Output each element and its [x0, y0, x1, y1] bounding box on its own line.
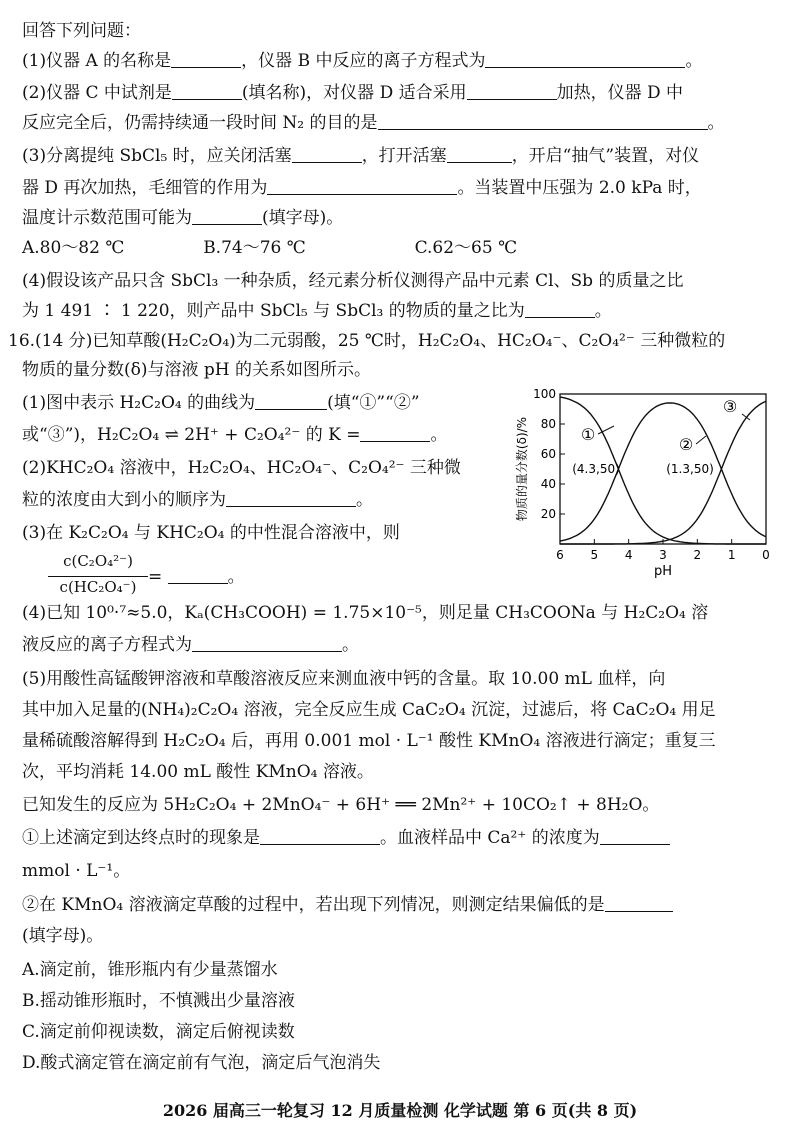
q16-s2-text-a: ②在 KMnO₄ 溶液滴定草酸的过程中，若出现下列情况，则测定结果偏低的是 — [22, 895, 605, 915]
y-axis-label: 物质的量分数(δ)/% — [515, 416, 529, 522]
option-a[interactable]: A.滴定前，锥形瓶内有少量蒸馏水 — [22, 960, 278, 980]
q15-part2-cont — [22, 110, 725, 136]
reaction-equation: 已知发生的反应为 5H₂C₂O₄ + 2MnO₄⁻ + 6H⁺ ══ 2Mn²⁺ + 10CO₂↑ + 8H₂O。 — [22, 795, 660, 815]
q16-stem-cont: 物质的量分数(δ)与溶液 pH 的关系如图所示。 — [22, 360, 372, 380]
q16-p1-text-d: 。 — [430, 425, 448, 445]
q16-p1-text-b: (填“①”“②” — [327, 393, 420, 413]
x-tick-label: 0 — [762, 548, 770, 562]
answer-blank[interactable] — [267, 176, 457, 195]
fraction-bar — [48, 576, 148, 577]
q16-p2-text-b: 粒的浓度由大到小的顺序为 — [22, 490, 226, 510]
option-b[interactable]: B.摇动锥形瓶时，不慎溅出少量溶液 — [22, 991, 295, 1011]
q15-p3-text-a: (3)分离提纯 SbCl₅ 时，应关闭活塞 — [22, 146, 292, 166]
q16-part2: (2)KHC₂O₄ 溶液中，H₂C₂O₄、HC₂O₄⁻、C₂O₄²⁻ 三种微 — [22, 458, 461, 478]
intersection-annotation: (4.3,50) — [572, 462, 620, 476]
q16-part5-line4: 次，平均消耗 14.00 mL 酸性 KMnO₄ 溶液。 — [22, 762, 374, 782]
q16-p4-text-c: 。 — [342, 635, 359, 655]
q15-p2-text-a: (2)仪器 C 中试剂是 — [22, 83, 172, 103]
answer-blank[interactable] — [192, 633, 342, 652]
option-d[interactable]: D.酸式滴定管在滴定前有气泡，滴定后气泡消失 — [22, 1053, 381, 1073]
y-tick-label: 80 — [540, 417, 556, 431]
q16-part4-cont — [22, 632, 359, 658]
series-label: ③ — [722, 397, 738, 416]
series-label: ② — [678, 435, 694, 454]
x-tick-label: 6 — [556, 548, 564, 562]
q16-sub2 — [22, 892, 673, 918]
series-label: ① — [580, 425, 596, 444]
x-tick-label: 1 — [727, 548, 736, 562]
fraction-numerator: c(C₂O₄²⁻) — [63, 552, 133, 570]
q16-part3-answer — [148, 564, 245, 590]
x-axis-label: pH — [653, 564, 673, 579]
q16-p1-text-a: (1)图中表示 H₂C₂O₄ 的曲线为 — [22, 393, 256, 413]
q16-sub1-unit: mmol · L⁻¹。 — [22, 861, 131, 881]
section-heading: 回答下列问题： — [22, 21, 141, 41]
answer-blank[interactable] — [260, 826, 380, 845]
q15-p3-text-f: 温度计示数范围可能为 — [22, 208, 192, 228]
q16-part5-line2: 其中加入足量的(NH₄)₂C₂O₄ 溶液，完全反应生成 CaC₂O₄ 沉淀，过滤后，将 CaC₂O₄ 用足 — [22, 700, 716, 720]
answer-blank[interactable] — [360, 423, 430, 442]
x-tick-label: 3 — [659, 548, 667, 562]
q15-part1 — [22, 48, 702, 74]
q15-p3-text-g: (填字母)。 — [262, 208, 344, 228]
answer-blank[interactable] — [600, 826, 670, 845]
answer-blank[interactable] — [525, 299, 595, 318]
q15-p2-text-e: 。 — [707, 113, 725, 133]
series-leader-line — [696, 436, 706, 444]
q15-part3-cont2 — [22, 205, 343, 231]
option-c[interactable]: C.滴定前仰视读数，滴定后俯视读数 — [22, 1022, 295, 1042]
q16-part3: (3)在 K₂C₂O₄ 与 KHC₂O₄ 的中性混合溶液中，则 — [22, 523, 400, 543]
q15-p3-text-d: 器 D 再次加热，毛细管的作用为 — [22, 178, 268, 198]
answer-blank[interactable] — [447, 144, 512, 163]
fraction-denominator: c(HC₂O₄⁻) — [59, 578, 137, 596]
q16-p4-text-b: 液反应的离子方程式为 — [22, 635, 192, 655]
answer-blank[interactable] — [172, 81, 242, 100]
q15-p2-text-b: (填名称)，对仪器 D 适合采用 — [241, 83, 467, 103]
q15-part4-cont — [22, 298, 612, 324]
q15-p2-text-c: 加热，仪器 D 中 — [556, 83, 684, 103]
q16-sub2-cont: (填字母)。 — [22, 926, 104, 946]
q15-p4-text-c: 。 — [594, 301, 612, 321]
q15-options — [22, 235, 517, 261]
q15-part4: (4)假设该产品只含 SbCl₃ 一种杂质，经元素分析仪测得产品中元素 Cl、Sb 的质量之比 — [22, 271, 684, 291]
answer-blank[interactable] — [605, 893, 673, 912]
q16-sub1 — [22, 825, 670, 851]
q16-p1-text-c: 或“③”)，H₂C₂O₄ ⇌ 2H⁺ + C₂O₄²⁻ 的 K = — [22, 425, 361, 445]
q15-part3 — [22, 143, 699, 169]
q15-p1-text-b: ，仪器 B 中反应的离子方程式为 — [241, 51, 486, 71]
q15-p3-text-c: ，开启“抽气”装置，对仪 — [511, 146, 700, 166]
q15-p1-text-a: (1)仪器 A 的名称是 — [22, 51, 172, 71]
y-tick-label: 100 — [533, 387, 556, 401]
distribution-chart — [510, 386, 790, 582]
q15-p3-text-b: ，打开活塞 — [361, 146, 447, 166]
q15-part2 — [22, 80, 683, 106]
answer-blank[interactable] — [292, 144, 362, 163]
option-a[interactable]: A.80～82 ℃ — [22, 238, 125, 258]
q16-p3-end: 。 — [227, 567, 245, 587]
page-footer: 2026 届高三一轮复习 12 月质量检测 化学试题 第 6 页(共 8 页) — [162, 1101, 638, 1120]
q16-stem: 16.(14 分)已知草酸(H₂C₂O₄)为二元弱酸，25 ℃时，H₂C₂O₄、HC₂O₄⁻、C₂O₄²⁻ 三种微粒的 — [8, 331, 726, 351]
q16-s1-text-b: 。血液样品中 Ca²⁺ 的浓度为 — [380, 828, 600, 848]
intersection-annotation: (1.3,50) — [666, 462, 714, 476]
option-b[interactable]: B.74～76 ℃ — [203, 238, 306, 258]
q15-p2-text-d: 反应完全后，仍需持续通一段时间 N₂ 的目的是 — [22, 113, 378, 133]
answer-blank[interactable] — [378, 111, 708, 130]
x-tick-label: 4 — [624, 548, 633, 562]
equals-sign: = — [148, 567, 163, 587]
q16-part4: (4)已知 10⁰·⁷≈5.0，Kₐ(CH₃COOH) = 1.75×10⁻⁵，则足量 CH₃COONa 与 H₂C₂O₄ 溶 — [22, 603, 709, 623]
y-tick-label: 40 — [540, 477, 556, 491]
x-tick-label: 2 — [693, 548, 702, 562]
q16-part1 — [22, 390, 420, 416]
answer-blank[interactable] — [171, 49, 241, 68]
q16-part5-line3: 量稀硫酸溶解得到 H₂C₂O₄ 后，再用 0.001 mol · L⁻¹ 酸性 KMnO₄ 溶液进行滴定；重复三 — [22, 731, 716, 751]
q16-part2-cont — [22, 487, 373, 513]
answer-blank[interactable] — [485, 49, 685, 68]
q16-s1-text-a: ①上述滴定到达终点时的现象是 — [22, 828, 260, 848]
answer-blank[interactable] — [168, 565, 228, 584]
q16-part1-cont — [22, 422, 447, 448]
y-tick-label: 20 — [540, 507, 556, 521]
option-c[interactable]: C.62～65 ℃ — [414, 238, 518, 258]
answer-blank[interactable] — [192, 206, 262, 225]
q16-p2-text-c: 。 — [356, 490, 373, 510]
q15-p4-text-b: 为 1 491 ∶ 1 220，则产品中 SbCl₅ 与 SbCl₃ 的物质的量之比为 — [22, 301, 525, 321]
y-tick-label: 60 — [540, 447, 556, 461]
q15-p1-text-c: 。 — [685, 51, 703, 71]
answer-blank[interactable] — [226, 488, 356, 507]
answer-blank[interactable] — [467, 81, 557, 100]
q15-p3-text-e: 。当装置中压强为 2.0 kPa 时， — [457, 178, 702, 198]
q15-part3-cont — [22, 175, 702, 201]
answer-blank[interactable] — [255, 391, 327, 410]
q16-part5: (5)用酸性高锰酸钾溶液和草酸溶液反应来测血液中钙的含量。取 10.00 mL 血样，向 — [22, 669, 666, 689]
x-tick-label: 5 — [590, 548, 599, 562]
